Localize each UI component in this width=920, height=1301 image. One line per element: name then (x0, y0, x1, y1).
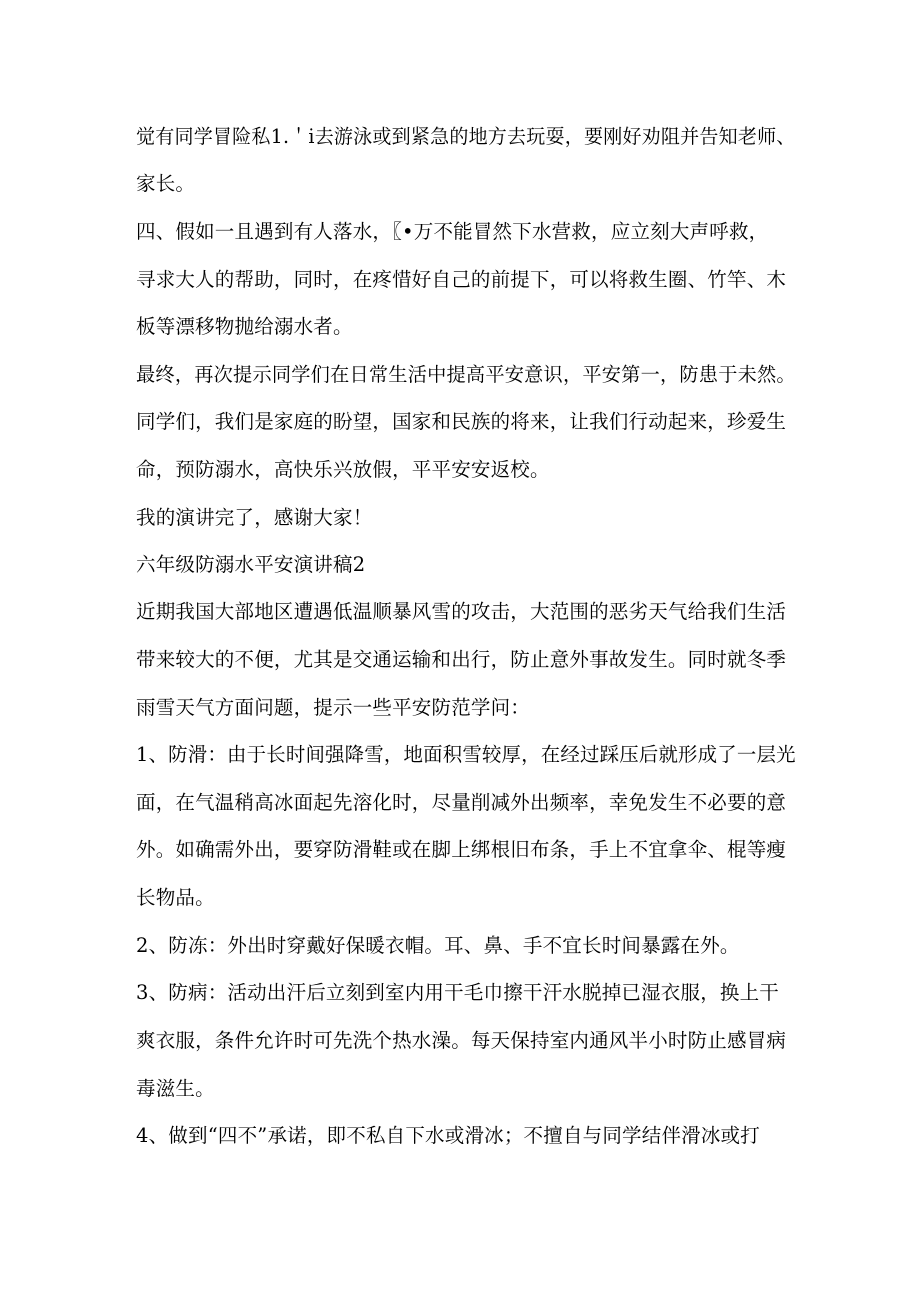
text-line: 觉有同学冒险私1.＇i去游泳或到紧急的地方去玩耍，要刚好劝阻并告知老师、 (136, 125, 796, 148)
text-line: 爽衣服，条件允许时可先洗个热水澡。每天保持室内通风半小时防止感冒病 (136, 1029, 787, 1052)
text-line: 近期我国大部地区遭遇低温顺暴风雪的攻击，大范围的恶劣天气给我们生活 (136, 600, 787, 623)
text-line: 命，预防溺水，高快乐兴放假，平平安安返校。 (136, 458, 550, 481)
text-line: 带来较大的不便，尤其是交通运输和出行，防止意外事故发生。同时就冬季 (136, 648, 787, 671)
text-line: 3、防病：活动出汗后立刻到室内用干毛巾擦干汗水脱掉已湿衣服，换上干 (136, 981, 780, 1004)
text-line: 最终，再次提示同学们在日常生活中提高平安意识，平安第一，防患于未然。 (136, 363, 796, 386)
text-line: 长物品。 (136, 886, 215, 909)
text-line: 家长。 (136, 172, 196, 195)
text-line: 板等漂移物抛给溺水者。 (136, 315, 353, 338)
text-line: 同学们，我们是家庭的盼望，国家和民族的将来，让我们行动起来，珍爱生 (136, 410, 787, 433)
text-line: 面，在气温稍高冰面起先溶化时，尽量削减外出频率，幸免发生不必要的意 (136, 791, 787, 814)
text-line: 1、防滑：由于长时间强降雪，地面积雪较厚，在经过踩压后就形成了一层光 (136, 743, 796, 766)
text-line: 2、防冻：外出时穿戴好保暖衣帽。耳、鼻、手不宜长时间暴露在外。 (136, 934, 740, 957)
text-line: 雨雪天气方面问题，提示一些平安防范学问： (136, 696, 531, 719)
text-line: 毒滋生。 (136, 1077, 215, 1100)
text-line: 四、假如一且遇到有人落水，〖•万不能冒然下水营救，应立刻大声呼救， (136, 220, 769, 243)
text-line: 4、做到“四不”承诺，即不私自下水或滑冰；不擅自与同学结伴滑冰或打 (136, 1124, 760, 1147)
text-line: 外。如确需外出，要穿防滑鞋或在脚上绑根旧布条，手上不宜拿伞、棍等瘦 (136, 838, 787, 861)
text-line: 我的演讲完了，感谢大家！ (136, 506, 373, 529)
section-heading: 六年级防溺水平安演讲稿2 (136, 553, 366, 576)
text-line: 寻求大人的帮助，同时，在疼惜好自己的前提下，可以将救生圈、竹竿、木 (136, 268, 787, 291)
